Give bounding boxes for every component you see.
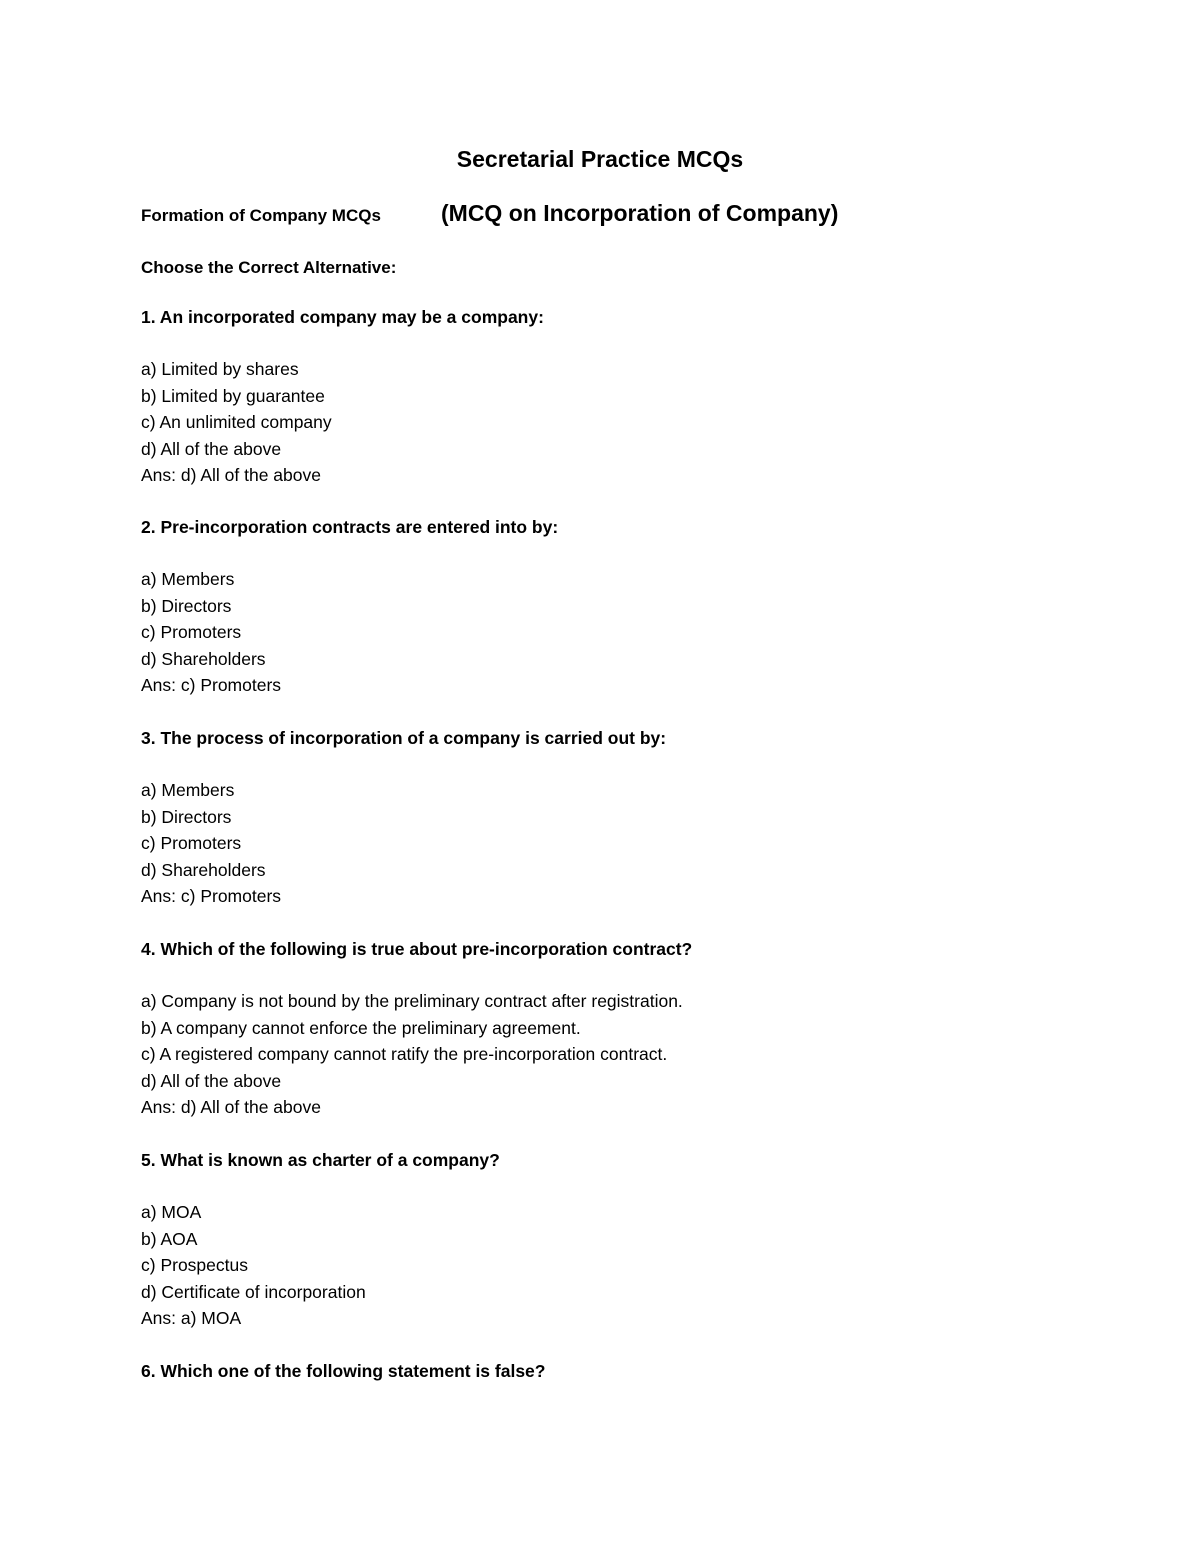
answer-text: Ans: c) Promoters <box>141 675 282 695</box>
instruction-text: Choose the Correct Alternative: <box>141 258 397 277</box>
option-c: c) Promoters <box>141 622 242 642</box>
question-block <box>141 1148 1141 1332</box>
option-d: d) Certificate of incorporation <box>141 1281 366 1302</box>
option-b: b) AOA <box>141 1228 198 1249</box>
option-a: a) MOA <box>141 1202 202 1222</box>
question-block <box>141 515 1141 699</box>
question-block <box>141 726 1141 910</box>
question-text: 5. What is known as charter of a company? <box>141 1150 500 1170</box>
option-a: a) Members <box>141 569 235 589</box>
option-b: b) Directors <box>141 806 232 827</box>
option-d: d) Shareholders <box>141 859 266 880</box>
option-b: b) Directors <box>141 595 232 616</box>
option-d: d) Shareholders <box>141 648 266 669</box>
question-block <box>141 1359 1141 1410</box>
question-text: 6. Which one of the following statement is false? <box>141 1361 546 1381</box>
question-block <box>141 937 1141 1121</box>
option-a: a) Members <box>141 780 235 800</box>
page-title: Secretarial Practice MCQs <box>456 146 744 172</box>
answer-text: Ans: d) All of the above <box>141 1097 321 1117</box>
option-b: b) A company cannot enforce the preliminary agreement. <box>141 1017 581 1038</box>
subtitle-right: (MCQ on Incorporation of Company) <box>441 200 839 226</box>
subtitle-row <box>141 198 1041 232</box>
question-block <box>141 305 1141 489</box>
question-text: 2. Pre-incorporation contracts are entered into by: <box>141 517 559 537</box>
option-c: c) A registered company cannot ratify the pre-incorporation contract. <box>141 1044 668 1064</box>
option-c: c) Prospectus <box>141 1255 248 1275</box>
option-a: a) Company is not bound by the preliminary contract after registration. <box>141 991 683 1011</box>
answer-text: Ans: a) MOA <box>141 1308 242 1328</box>
option-b: b) Limited by guarantee <box>141 385 325 406</box>
option-a: a) Limited by shares <box>141 359 299 379</box>
question-text: 1. An incorporated company may be a company: <box>141 307 544 327</box>
answer-text: Ans: c) Promoters <box>141 886 282 906</box>
question-text: 3. The process of incorporation of a company is carried out by: <box>141 728 667 748</box>
subtitle-left: Formation of Company MCQs <box>141 206 381 225</box>
question-text: 4. Which of the following is true about pre-incorporation contract? <box>141 939 693 959</box>
option-c: c) An unlimited company <box>141 412 332 432</box>
answer-text: Ans: d) All of the above <box>141 465 321 485</box>
option-d: d) All of the above <box>141 1070 282 1091</box>
option-d: d) All of the above <box>141 438 282 459</box>
option-c: c) Promoters <box>141 833 242 853</box>
